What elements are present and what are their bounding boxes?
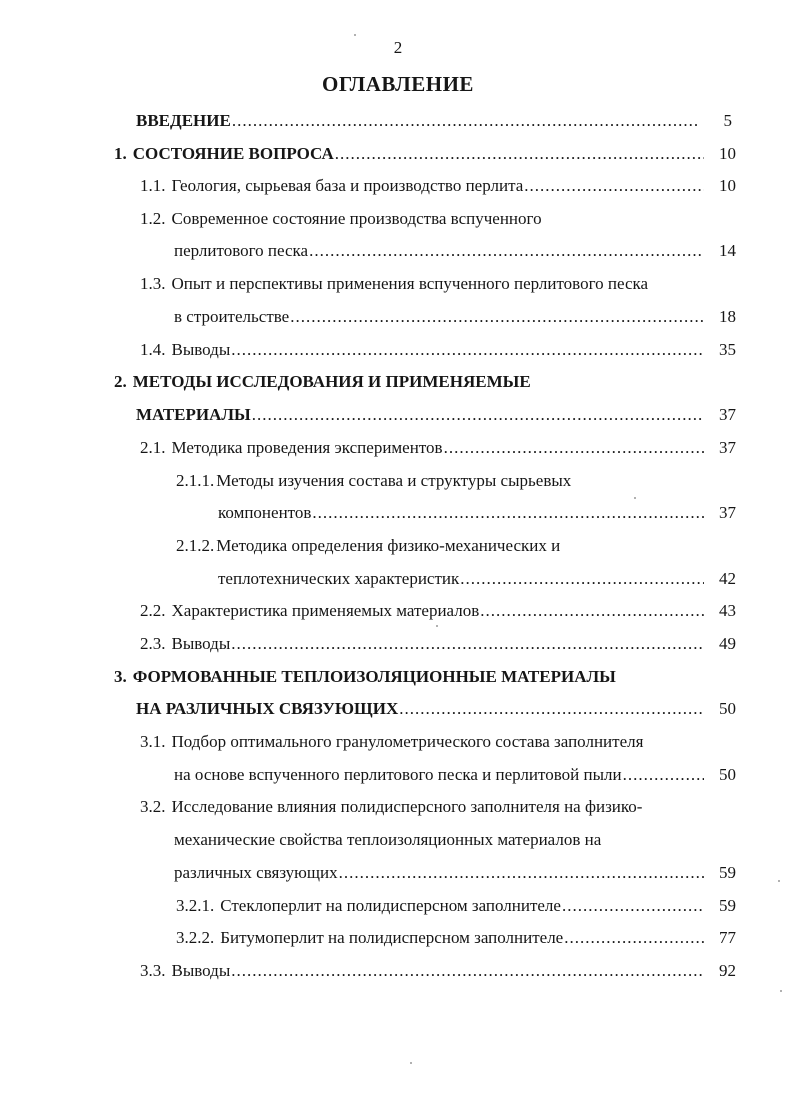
toc-entry-text: МЕТОДЫ ИССЛЕДОВАНИЯ И ПРИМЕНЯЕМЫЕ xyxy=(132,372,531,391)
toc-dot-leader xyxy=(231,960,704,982)
toc-entry-page: 59 xyxy=(719,863,736,882)
toc-entry-text: ФОРМОВАННЫЕ ТЕПЛОИЗОЛЯЦИОННЫЕ МАТЕРИАЛЫ xyxy=(132,667,616,686)
toc-dot-leader xyxy=(231,633,704,655)
toc-dot-leader xyxy=(231,339,704,361)
toc-dot-leader xyxy=(564,927,704,949)
toc-entry-2-1-2-continued[interactable] xyxy=(218,568,736,590)
toc-entry-page: 14 xyxy=(719,241,736,260)
toc-entry-page: 10 xyxy=(719,144,736,163)
toc-entry-text: в строительстве xyxy=(174,307,290,326)
toc-entry-text: НА РАЗЛИЧНЫХ СВЯЗУЮЩИХ xyxy=(136,699,399,718)
toc-entry-2-2[interactable] xyxy=(140,600,736,622)
page-number: 2 xyxy=(393,38,403,57)
toc-entry-number: 3.2.1. xyxy=(176,896,215,915)
toc-entry-text: Выводы xyxy=(171,634,231,653)
toc-entry-page: 10 xyxy=(719,176,736,195)
toc-entry-page: 43 xyxy=(719,601,736,620)
scan-speck xyxy=(410,1062,412,1064)
toc-entry-1-1[interactable] xyxy=(140,175,736,197)
toc-entry-number: 3. xyxy=(114,667,127,686)
toc-entry-text: перлитового песка xyxy=(174,241,309,260)
toc-dot-leader xyxy=(399,698,704,720)
toc-entry-text: на основе вспученного перлитового песка и перлитовой пыли xyxy=(174,765,622,784)
toc-entry-text: компонентов xyxy=(218,503,312,522)
toc-entry-1-4[interactable] xyxy=(140,339,736,361)
toc-entry-text: СОСТОЯНИЕ ВОПРОСА xyxy=(132,144,334,163)
toc-entry-chapter-3-continued[interactable] xyxy=(136,698,736,720)
toc-entry-number: 2.1.1. xyxy=(176,471,215,490)
scan-speck xyxy=(634,497,636,499)
toc-entry-3-1-continued[interactable] xyxy=(174,764,736,786)
toc-dot-leader xyxy=(252,404,704,426)
toc-entry-1-3[interactable] xyxy=(140,273,736,295)
toc-entry-chapter-2[interactable] xyxy=(114,371,736,393)
toc-entry-number: 1. xyxy=(114,144,127,163)
toc-entry-number: 3.2. xyxy=(140,797,166,816)
toc-dot-leader xyxy=(480,600,704,622)
toc-entry-text: различных связующих xyxy=(174,863,338,882)
toc-dot-leader xyxy=(524,175,704,197)
toc-entry-number: 1.2. xyxy=(140,209,166,228)
toc-entry-2-1[interactable] xyxy=(140,437,736,459)
toc-entry-number: 2. xyxy=(114,372,127,391)
toc-entry-page: 92 xyxy=(719,961,736,980)
scan-speck xyxy=(354,34,356,36)
toc-entry-chapter-1[interactable] xyxy=(114,143,736,165)
toc-entry-number: 1.1. xyxy=(140,176,166,195)
toc-entry-text: теплотехнических характеристик xyxy=(218,569,460,588)
toc-entry-page: 18 xyxy=(719,307,736,326)
toc-entry-text: Опыт и перспективы применения вспученного перлитового песка xyxy=(171,274,649,293)
toc-entry-introduction[interactable] xyxy=(136,110,732,132)
toc-dot-leader xyxy=(232,110,700,132)
toc-dot-leader xyxy=(339,862,704,884)
toc-entry-text: Методы изучения состава и структуры сырьевых xyxy=(216,471,572,490)
toc-entry-text: Подбор оптимального гранулометрического состава заполнителя xyxy=(171,732,644,751)
toc-entry-3-2-2[interactable] xyxy=(176,927,736,949)
toc-entry-page: 49 xyxy=(719,634,736,653)
toc-entry-number: 3.1. xyxy=(140,732,166,751)
toc-dot-leader xyxy=(290,306,704,328)
toc-dot-leader xyxy=(562,895,704,917)
toc-entry-3-2[interactable] xyxy=(140,796,736,818)
toc-dot-leader xyxy=(309,240,704,262)
toc-entry-text: Выводы xyxy=(171,961,231,980)
toc-entry-page: 35 xyxy=(719,340,736,359)
toc-entry-text: Битумоперлит на полидисперсном заполнителе xyxy=(220,928,564,947)
toc-entry-1-2[interactable] xyxy=(140,208,736,230)
toc-dot-leader xyxy=(444,437,704,459)
toc-entry-text: МАТЕРИАЛЫ xyxy=(136,405,251,424)
toc-entry-number: 3.3. xyxy=(140,961,166,980)
toc-entry-3-2-continued-2[interactable] xyxy=(174,862,736,884)
toc-entry-number: 2.1. xyxy=(140,438,166,457)
toc-entry-text: Геология, сырьевая база и производство перлита xyxy=(171,176,524,195)
toc-dot-leader xyxy=(460,568,704,590)
toc-entry-2-1-2[interactable] xyxy=(176,535,736,557)
toc-entry-page: 77 xyxy=(719,928,736,947)
toc-entry-2-1-1[interactable] xyxy=(176,470,736,492)
toc-entry-number: 1.3. xyxy=(140,274,166,293)
toc-entry-1-3-continued[interactable] xyxy=(174,306,736,328)
toc-entry-number: 2.2. xyxy=(140,601,166,620)
toc-entry-page: 37 xyxy=(719,438,736,457)
toc-entry-text: механические свойства теплоизоляционных материалов на xyxy=(174,830,602,849)
toc-dot-leader xyxy=(335,143,704,165)
toc-entry-page: 42 xyxy=(719,569,736,588)
toc-entry-3-2-continued-1[interactable] xyxy=(174,829,736,851)
toc-entry-text: Методика проведения экспериментов xyxy=(171,438,443,457)
scan-speck xyxy=(436,625,438,627)
toc-entry-text: Современное состояние производства вспученного xyxy=(171,209,542,228)
scan-speck xyxy=(778,880,780,882)
toc-entry-text: Методика определения физико-механических и xyxy=(216,536,561,555)
toc-entry-2-1-1-continued[interactable] xyxy=(218,502,736,524)
toc-entry-2-3[interactable] xyxy=(140,633,736,655)
toc-entry-number: 2.1.2. xyxy=(176,536,215,555)
toc-entry-page: 37 xyxy=(719,503,736,522)
scan-speck xyxy=(780,990,782,992)
toc-entry-page: 50 xyxy=(719,699,736,718)
toc-entry-1-2-continued[interactable] xyxy=(174,240,736,262)
toc-dot-leader xyxy=(623,764,704,786)
toc-entry-3-2-1[interactable] xyxy=(176,895,736,917)
toc-entry-text: ВВЕДЕНИЕ xyxy=(136,111,231,130)
toc-entry-page: 37 xyxy=(719,405,736,424)
toc-entry-number: 1.4. xyxy=(140,340,166,359)
toc-entry-3-3[interactable] xyxy=(140,960,736,982)
toc-entry-number: 2.3. xyxy=(140,634,166,653)
toc-entry-page: 59 xyxy=(719,896,736,915)
toc-entry-text: Исследование влияния полидисперсного заполнителя на физико- xyxy=(171,797,643,816)
toc-entry-number: 3.2.2. xyxy=(176,928,215,947)
toc-entry-page: 5 xyxy=(723,111,732,130)
toc-dot-leader xyxy=(312,502,704,524)
toc-entry-text: Характеристика применяемых материалов xyxy=(171,601,480,620)
toc-entry-chapter-2-continued[interactable] xyxy=(136,404,736,426)
toc-entry-text: Выводы xyxy=(171,340,231,359)
toc-title: ОГЛАВЛЕНИЕ xyxy=(322,72,474,96)
toc-entry-text: Стеклоперлит на полидисперсном заполнителе xyxy=(220,896,561,915)
toc-entry-chapter-3[interactable] xyxy=(114,666,736,688)
toc-entry-3-1[interactable] xyxy=(140,731,736,753)
toc-entry-page: 50 xyxy=(719,765,736,784)
